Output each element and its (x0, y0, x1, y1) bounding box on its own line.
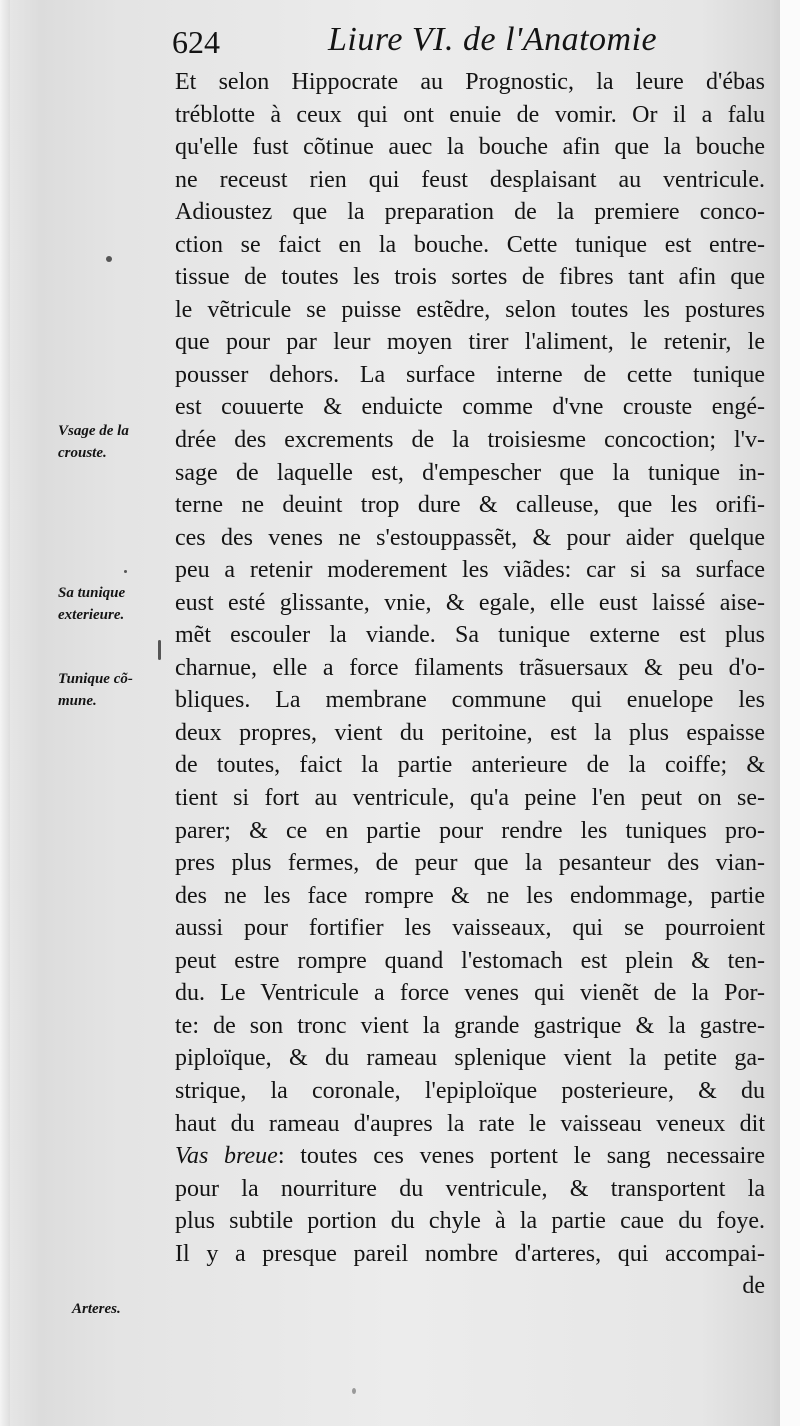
text-line: le vẽtricule se puisse estẽdre, selon toutes les postures (175, 296, 765, 323)
page-edge-left (0, 0, 10, 1426)
page-edge-right (780, 0, 800, 1426)
text-line: ces des venes ne s'estouppassẽt, & pour aider quelque (175, 524, 765, 551)
italic-term: Vas breue (175, 1143, 278, 1170)
text-line: ne receust rien qui feust desplaisant au ventricule. (175, 166, 765, 193)
text-line: haut du rameau d'aupres la rate le vaisseau veneux dit (175, 1110, 765, 1137)
text-line: Vas breue: toutes ces venes portent le sang necessaire (175, 1143, 765, 1170)
text-line: deux propres, vient du peritoine, est la plus espaisse (175, 719, 765, 746)
ink-speck (158, 640, 161, 660)
ink-speck (106, 256, 112, 262)
page-header (170, 18, 770, 62)
ink-speck (352, 1388, 356, 1394)
text-line: tissue de toutes les trois sortes de fibres tant afin que (175, 264, 765, 291)
text-line: des ne les face rompre & ne les endommage, partie (175, 882, 765, 909)
text-line: ction se faict en la bouche. Cette tunique est entre- (175, 231, 765, 258)
marginal-note-tunique-exterieure (58, 582, 168, 626)
text-line: tréblotte à ceux qui ont enuie de vomir. Or il a falu (175, 101, 765, 128)
text-line: plus subtile portion du chyle à la partie caue du foye. (175, 1208, 765, 1235)
text-line: Il y a presque pareil nombre d'arteres, qui accompai- (175, 1240, 765, 1267)
text-line: strique, la coronale, l'epiploïque posterieure, & du (175, 1077, 765, 1104)
text-line: qu'elle fust cõtinue auec la bouche afin que la bouche (175, 134, 765, 161)
text-line: te: de son tronc vient la grande gastrique & la gastre- (175, 1012, 765, 1039)
body-text (175, 66, 765, 1303)
text-line: piploïque, & du rameau splenique vient la petite ga- (175, 1045, 765, 1072)
marginal-note-line: mune. (58, 693, 97, 709)
text-line: tient si fort au ventricule, qu'a peine l'en peut on se- (175, 785, 765, 812)
text-line: de toutes, faict la partie anterieure de la coiffe; & (175, 752, 765, 779)
text-line: Et selon Hippocrate au Prognostic, la leure d'ébas (175, 69, 765, 95)
marginal-note-tunique-commune (58, 668, 168, 712)
marginal-note-line: Tunique cõ- (58, 671, 133, 687)
text-line: terne ne deuint trop dure & calleuse, que les orifi- (175, 492, 765, 519)
marginal-note-line: Arteres. (72, 1301, 121, 1317)
text-line: pour la nourriture du ventricule, & transportent la (175, 1175, 765, 1202)
text-line: parer; & ce en partie pour rendre les tuniques pro- (175, 817, 765, 844)
text-line: pousser dehors. La surface interne de cette tunique (175, 361, 765, 388)
text-line: du. Le Ventricule a force venes qui vienẽt de la Por- (175, 980, 765, 1007)
running-title: Liure VI. de l'Anatomie (328, 21, 658, 58)
text-line: peut estre rompre quand l'estomach est plein & ten- (175, 947, 765, 974)
marginal-note-arteres (72, 1298, 182, 1320)
text-line: charnue, elle a force filaments trãsuersaux & peu d'o- (175, 654, 765, 681)
text-line: pres plus fermes, de peur que la pesanteur des vian- (175, 850, 765, 877)
text-line: drée des excrements de la troisiesme concoction; l'v- (175, 427, 765, 454)
text-line: bliques. La membrane commune qui enuelope les (175, 687, 765, 714)
text-line: eust esté glissante, vnie, & egale, elle eust laissé aise- (175, 589, 765, 616)
text-line: sage de laquelle est, d'empescher que la tunique in- (175, 459, 765, 486)
text-line: mẽt escouler la viande. Sa tunique externe est plus (175, 622, 765, 649)
text-line: Adioustez que la preparation de la premiere conco- (175, 199, 765, 226)
text-line: que pour par leur moyen tirer l'aliment, le retenir, le (175, 329, 765, 356)
text-line: est couuerte & enduicte comme d'vne crouste engé- (175, 394, 765, 421)
marginal-note-vsage (58, 420, 168, 464)
marginal-note-line: Sa tunique (58, 585, 126, 601)
text-line: aussi pour fortifier les vaisseaux, qui se pourroient (175, 915, 765, 942)
catchword: de (742, 1273, 765, 1300)
marginal-note-line: exterieure. (58, 607, 125, 623)
ink-speck (124, 570, 127, 573)
page-number: 624 (172, 24, 220, 60)
text-line: peu a retenir moderement les viãdes: car si sa surface (175, 557, 765, 584)
marginal-note-line: Vsage de la (58, 423, 129, 439)
marginal-note-line: crouste. (58, 445, 107, 461)
